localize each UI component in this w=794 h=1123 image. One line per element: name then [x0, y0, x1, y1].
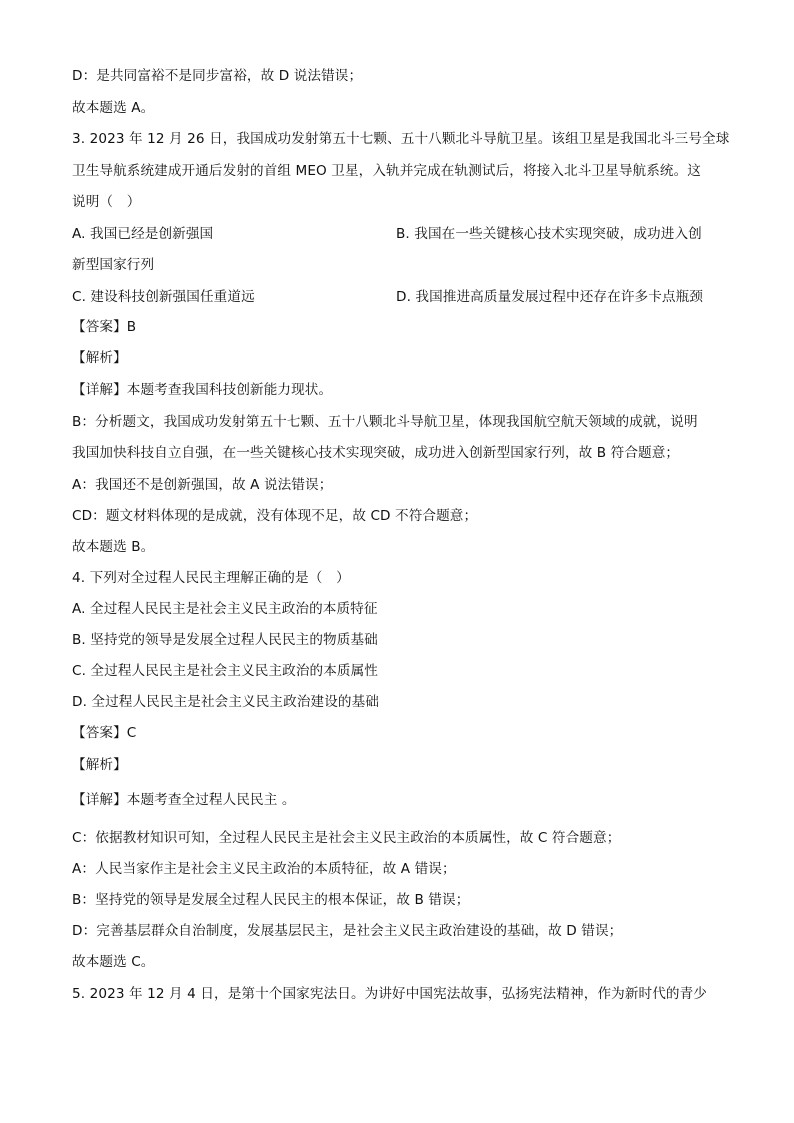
text-line: 故本题选 A。	[72, 100, 155, 116]
detail-line: D：完善基层群众自治制度，发展基层民主，是社会主义民主政治建设的基础，故 D 错误；	[72, 923, 623, 939]
answer-label: 【答案】B	[72, 319, 137, 335]
option-b: B. 我国在一些关键核心技术实现突破，成功进入创	[396, 226, 702, 242]
detail-line: A：我国还不是创新强国，故 A 说法错误；	[72, 477, 333, 493]
answer-label: 【答案】C	[72, 725, 137, 741]
detail-line: 【详解】本题考查我国科技创新能力现状。	[72, 382, 333, 398]
detail-line: A：人民当家作主是社会主义民主政治的本质特征，故 A 错误；	[72, 861, 456, 877]
option-a: A. 我国已经是创新强国	[72, 226, 214, 242]
question-3-stem: 卫生导航系统建成开通后发射的首组 MEO 卫星，入轨并完成在轨测试后，将接入北斗卫星导航系统。这	[72, 163, 701, 179]
question-3-stem: 说明（ ）	[72, 194, 141, 210]
option-c: C. 全过程人民民主是社会主义民主政治的本质属性	[72, 663, 379, 679]
detail-line: 我国加快科技自立自强，在一些关键核心技术实现突破，成功进入创新型国家行列，故 B 符合题意；	[72, 445, 680, 461]
detail-line: 故本题选 B。	[72, 539, 155, 555]
detail-line: 故本题选 C。	[72, 954, 155, 970]
option-d: D. 全过程人民民主是社会主义民主政治建设的基础	[72, 694, 379, 710]
option-b: B. 坚持党的领导是发展全过程人民民主的物质基础	[72, 632, 378, 648]
question-5-stem: 5. 2023 年 12 月 4 日，是第十个国家宪法日。为讲好中国宪法故事，弘扬宪法精神，作为新时代的青少	[72, 986, 707, 1002]
analysis-label: 【解析】	[72, 350, 127, 366]
option-c: C. 建设科技创新强国任重道远	[72, 289, 255, 305]
detail-line: C：依据教材知识可知，全过程人民民主是社会主义民主政治的本质属性，故 C 符合题意；	[72, 830, 621, 846]
option-d: D. 我国推进高质量发展过程中还存在许多卡点瓶颈	[396, 289, 703, 305]
detail-line: B：坚持党的领导是发展全过程人民民主的根本保证，故 B 错误；	[72, 892, 470, 908]
question-4-stem: 4. 下列对全过程人民民主理解正确的是（ ）	[72, 570, 350, 586]
option-b-continued: 新型国家行列	[72, 257, 155, 273]
detail-line: CD：题文材料体现的是成就，没有体现不足，故 CD 不符合题意；	[72, 508, 478, 524]
option-a: A. 全过程人民民主是社会主义民主政治的本质特征	[72, 601, 378, 617]
text-line: D：是共同富裕不是同步富裕，故 D 说法错误；	[72, 68, 363, 84]
analysis-label: 【解析】	[72, 757, 127, 773]
question-3-stem: 3. 2023 年 12 月 26 日，我国成功发射第五十七颗、五十八颗北斗导航卫星。该组卫星是我国北斗三号全球	[72, 131, 730, 147]
detail-line: 【详解】本题考查全过程人民民主 。	[72, 792, 296, 808]
detail-line: B：分析题文，我国成功发射第五十七颗、五十八颗北斗导航卫星，体现我国航空航天领域的成就，说明	[72, 414, 698, 430]
